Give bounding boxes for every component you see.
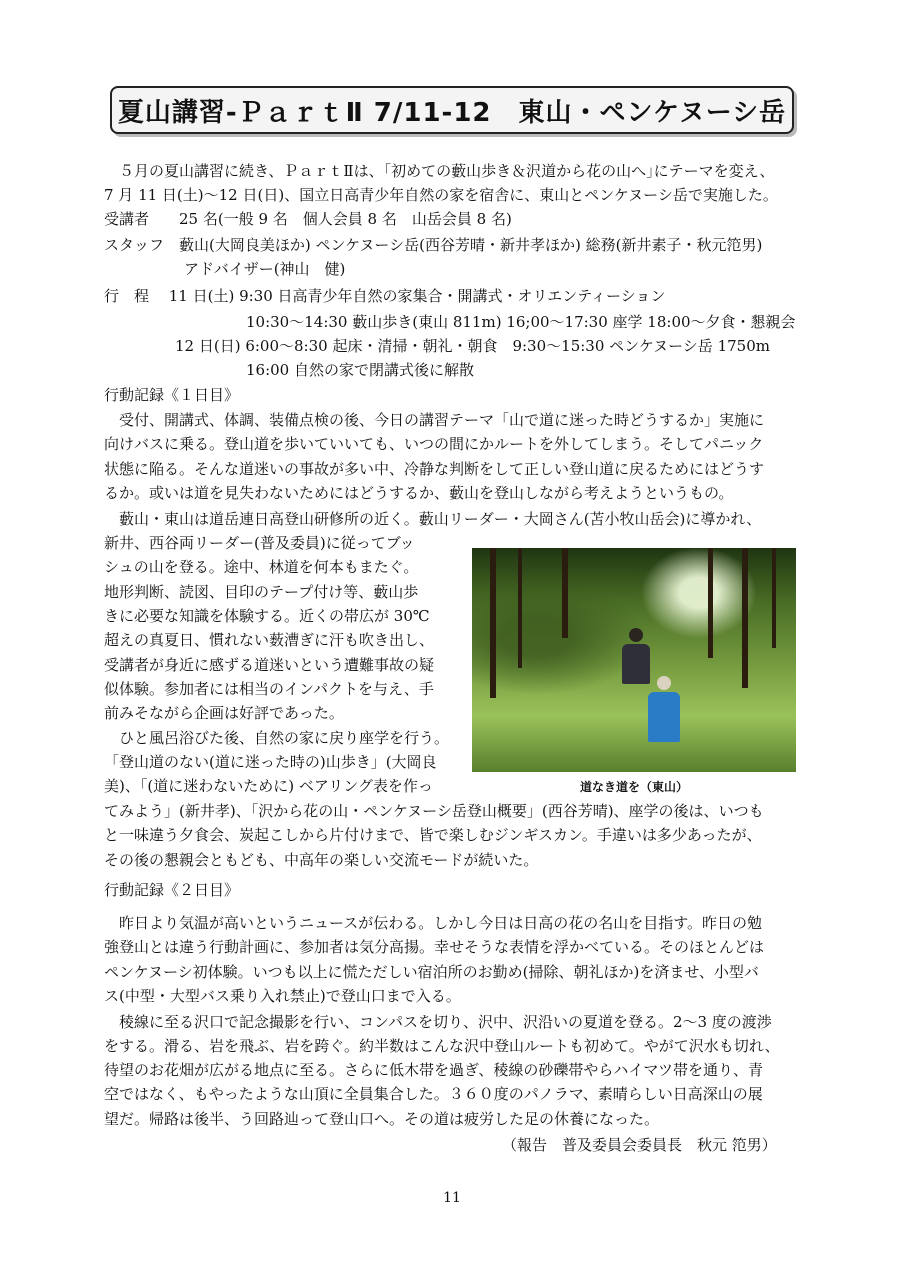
section-heading-day1: 行動記録《１日目》 bbox=[104, 386, 240, 404]
hiker-figure bbox=[622, 628, 650, 684]
paragraph-line: ひと風呂浴びた後、自然の家に戻り座学を行う。 bbox=[104, 729, 450, 747]
paragraph-line: 「登山道のない(道に迷った時の)山歩き」(大岡良 bbox=[104, 753, 437, 771]
tree-trunk bbox=[772, 548, 776, 648]
paragraph-line: 待望のお花畑が広がる地点に至る。さらに低木帯を過ぎ、稜線の砂礫帯やらハイマツ帯を通り、青 bbox=[104, 1061, 763, 1079]
photo-caption: 道なき道を（東山） bbox=[579, 780, 688, 794]
page-number: 11 bbox=[443, 1190, 461, 1206]
paragraph-line: 稜線に至る沢口で記念撮影を行い、コンパスを切り、沢中、沢沿いの夏道を登る。2～3 度の渡渉 bbox=[104, 1013, 772, 1031]
paragraph-line: 超えの真夏日、慣れない薮漕ぎに汗も吹き出し、 bbox=[104, 631, 435, 649]
report-signature: （報告 普及委員会委員長 秋元 笵男） bbox=[502, 1136, 777, 1154]
forest-hiking-photo bbox=[472, 548, 796, 772]
paragraph-line: ス(中型・大型バス乗り入れ禁止)で登山口まで入る。 bbox=[104, 987, 461, 1005]
paragraph-line: ペンケヌーシ初体験。いつも以上に慌ただしい宿泊所のお勤め(掃除、朝礼ほか)を済ませ、小型バ bbox=[104, 963, 759, 981]
tree-trunk bbox=[518, 548, 522, 668]
paragraph-line: るか。或いは道を見失わないためにはどうするか、藪山を登山しながら考えようというもの。 bbox=[104, 484, 734, 502]
paragraph-line: 空ではなく、もやったような山頂に全員集合した。３６０度のパノラマ、素晴らしい日高深山の展 bbox=[104, 1085, 763, 1103]
staff-line: スタッフ 藪山(大岡良美ほか) ペンケヌーシ岳(西谷芳晴・新井孝ほか) 総務(新井素子・秋元笵男) bbox=[104, 236, 763, 254]
tree-trunk bbox=[562, 548, 568, 638]
paragraph-line: 新井、西谷両リーダー(普及委員)に従ってブッ bbox=[104, 534, 415, 552]
schedule-line: 16:00 自然の家で閉講式後に解散 bbox=[246, 361, 474, 379]
paragraph-line: 藪山・東山は道岳連日高登山研修所の近く。藪山リーダー・大岡さん(苫小牧山岳会)に導かれ、 bbox=[104, 510, 762, 528]
page-title: 夏山講習-ＰａｒｔⅡ 7/11-12 東山・ペンケヌーシ岳 bbox=[117, 97, 787, 128]
paragraph-line: 受講者が身近に感ずる道迷いという遭難事故の疑 bbox=[104, 656, 435, 674]
participants-line: 受講者 25 名(一般 9 名 個人会員 8 名 山岳会員 8 名) bbox=[104, 210, 512, 228]
hiker-figure bbox=[648, 676, 680, 742]
paragraph-line: 強登山とは違う行動計画に、参加者は気分高揚。幸せそうな表情を浮かべている。そのほとんどは bbox=[104, 938, 765, 956]
paragraph-line: その後の懇親会ともども、中高年の楽しい交流モードが続いた。 bbox=[104, 851, 539, 869]
paragraph-line: てみよう」(新井孝)、「沢から花の山・ペンケヌーシ岳登山概要」(西谷芳晴)、座学の後は、いつも bbox=[104, 802, 764, 820]
tree-trunk bbox=[708, 548, 713, 658]
paragraph-line: 前みそながら企画は好評であった。 bbox=[104, 704, 344, 722]
schedule-line: 12 日(日) 6:00～8:30 起床・清掃・朝礼・朝食 9:30～15:30 ペンケヌーシ岳 1750m bbox=[175, 337, 770, 355]
paragraph-line: と一味違う夕食会、炭起こしから片付けまで、皆で楽しむジンギスカン。手違いは多少あったが、 bbox=[104, 826, 762, 844]
paragraph-line: シュの山を登る。途中、林道を何本もまたぐ。 bbox=[104, 558, 419, 576]
schedule-line: 10:30～14:30 藪山歩き(東山 811m) 16;00～17:30 座学 18:00～夕食・懇親会 bbox=[246, 313, 796, 331]
paragraph-line: 似体験。参加者には相当のインパクトを与え、手 bbox=[104, 680, 434, 698]
paragraph-line: 向けバスに乗る。登山道を歩いていいても、いつの間にかルートを外してしまう。そしてパニック bbox=[104, 435, 764, 453]
paragraph-line: 受付、開講式、体調、装備点検の後、今日の講習テーマ「山で道に迷った時どうするか」実施に bbox=[104, 411, 765, 429]
paragraph-line: ５月の夏山講習に続き、ＰａｒｔⅡは、｢初めての藪山歩き＆沢道から花の山へ｣にテーマを変え、 bbox=[104, 162, 775, 180]
paragraph-line: 昨日より気温が高いというニュースが伝わる。しかし今日は日高の花の名山を目指す。昨日の勉 bbox=[104, 914, 763, 932]
paragraph-line: をする。滑る、岩を飛ぶ、岩を跨ぐ。約半数はこんな沢中登山ルートも初めて。やがて沢水も切れ、 bbox=[104, 1037, 780, 1055]
advisor-line: アドバイザー(神山 健) bbox=[184, 260, 346, 278]
tree-trunk bbox=[490, 548, 496, 698]
schedule-line: 行 程 11 日(土) 9:30 日高青少年自然の家集合・開講式・オリエンティーション bbox=[104, 287, 666, 305]
tree-trunk bbox=[742, 548, 748, 688]
title-banner bbox=[110, 86, 794, 134]
paragraph-line: 地形判断、読図、目印のテープ付け等、藪山歩 bbox=[104, 583, 419, 601]
paragraph-line: 望だ。帰路は後半、う回路辿って登山口へ。その道は疲労した足の休養になった。 bbox=[104, 1110, 660, 1128]
section-heading-day2: 行動記録《２日目》 bbox=[104, 881, 240, 899]
paragraph-line: 状態に陥る。そんな道迷いの事故が多い中、冷静な判断をして正しい登山道に戻るためにはどうす bbox=[104, 460, 765, 478]
paragraph-line: 美)、「(道に迷わないために) ベアリング表を作っ bbox=[104, 777, 433, 795]
paragraph-line: 7 月 11 日(土)～12 日(日)、国立日高青少年自然の家を宿舎に、東山とペンケヌーシ岳で実施した。 bbox=[104, 186, 778, 204]
paragraph-line: きに必要な知識を体験する。近くの帯広が 30℃ bbox=[104, 607, 430, 625]
